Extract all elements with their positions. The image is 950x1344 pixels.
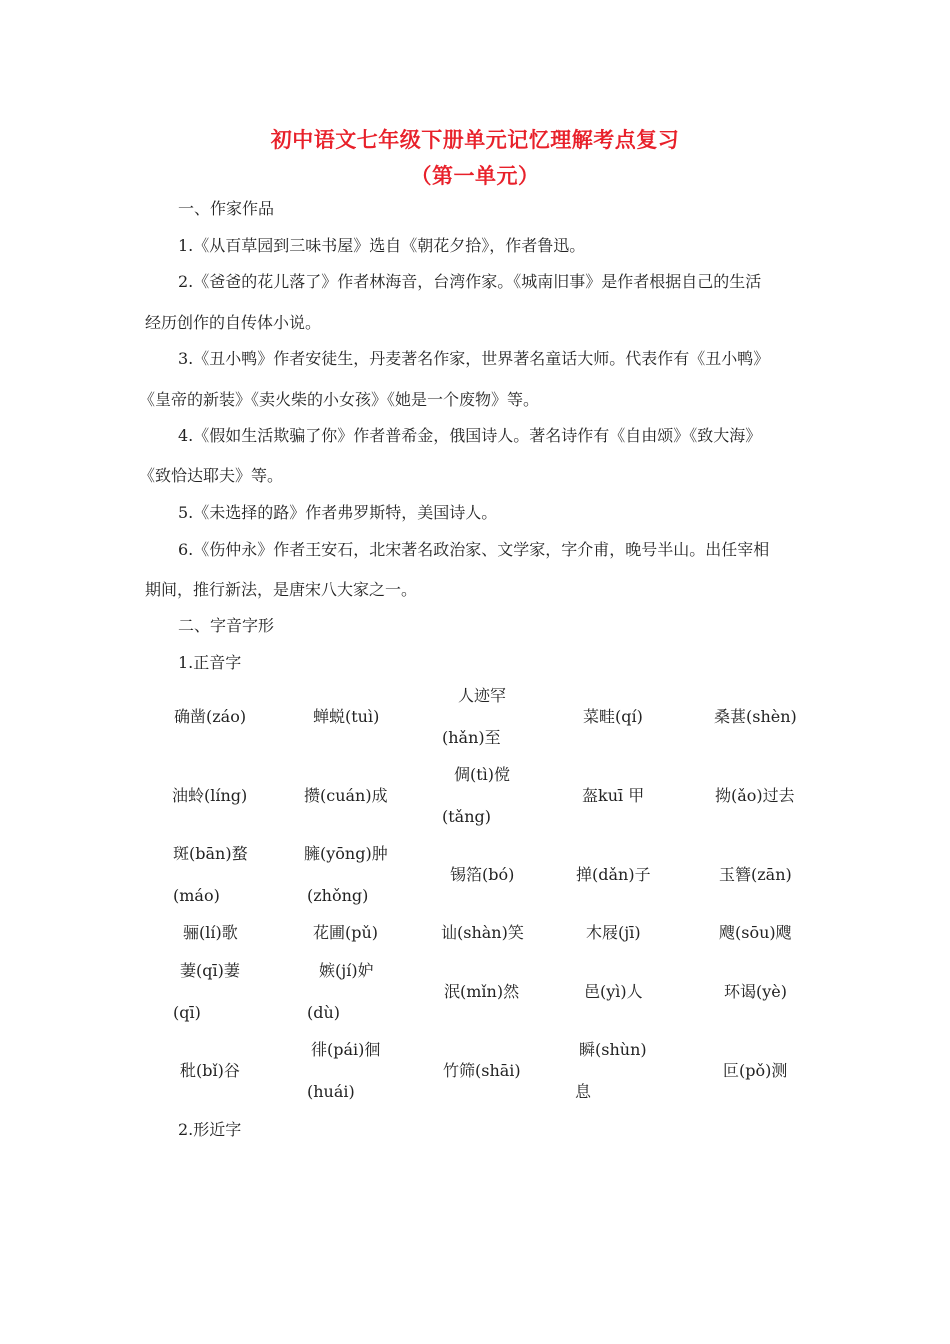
pronunciation-cell: 锡箔(bó): [450, 865, 515, 884]
pronunciation-cell: (dù): [307, 1003, 341, 1022]
pronunciation-cell: 人迹罕: [458, 686, 507, 705]
pronunciation-cell: 桑葚(shèn): [714, 707, 797, 726]
pronunciation-cell: (zhǒng): [307, 886, 369, 905]
pronunciation-cell: 秕(bǐ)谷: [180, 1061, 240, 1080]
author-item-line: 3.《丑小鸭》作者安徒生，丹麦著名作家，世界著名童话大师。代表作有《丑小鸭》: [178, 349, 770, 368]
section-heading-authors: 一、作家作品: [178, 199, 275, 218]
pronunciation-cell: 讪(shàn)笑: [441, 923, 524, 942]
author-item-line: 经历创作的自传体小说。: [145, 313, 322, 332]
pronunciation-cell: (hǎn)至: [442, 728, 501, 747]
author-item-line: 1.《从百草园到三味书屋》选自《朝花夕拾》，作者鲁迅。: [178, 236, 586, 255]
pronunciation-cell: 斑(bān)蝥: [173, 844, 248, 863]
pronunciation-cell: 倜(tì)傥: [454, 765, 511, 784]
pronunciation-cell: 萋(qī)萋: [180, 961, 240, 980]
pronunciation-cell: 叵(pǒ)测: [723, 1061, 788, 1080]
pronunciation-cell: 徘(pái)徊: [311, 1040, 381, 1059]
subheading-correct-pronunciation: 1.正音字: [178, 653, 242, 672]
pronunciation-cell: 油蛉(líng): [172, 786, 248, 805]
pronunciation-cell: 飕(sōu)飕: [719, 923, 792, 942]
pronunciation-cell: 骊(lí)歌: [183, 923, 238, 942]
document-title: 初中语文七年级下册单元记忆理解考点复习: [270, 127, 680, 152]
pronunciation-cell: 环谒(yè): [724, 982, 787, 1001]
pronunciation-cell: 拗(ǎo)过去: [715, 786, 795, 805]
pronunciation-cell: 木屐(jī): [586, 923, 641, 942]
subheading-similar-characters: 2.形近字: [178, 1120, 242, 1139]
pronunciation-cell: 攒(cuán)成: [304, 786, 388, 805]
pronunciation-cell: 菜畦(qí): [583, 707, 643, 726]
pronunciation-cell: 掸(dǎn)子: [576, 865, 651, 884]
pronunciation-cell: (máo): [173, 886, 220, 905]
author-item-line: 4.《假如生活欺骗了你》作者普希金，俄国诗人。著名诗作有《自由颂》《致大海》: [178, 426, 762, 445]
author-item-line: 2.《爸爸的花儿落了》作者林海音，台湾作家。《城南旧事》是作者根据自己的生活: [178, 272, 762, 291]
section-heading-pronunciation: 二、字音字形: [178, 616, 275, 635]
author-item-line: 《致恰达耶夫》等。: [139, 466, 284, 485]
pronunciation-cell: 泯(mǐn)然: [444, 982, 520, 1001]
pronunciation-cell: 息: [575, 1082, 592, 1101]
unit-subtitle: （第一单元）: [410, 163, 540, 188]
pronunciation-cell: 确凿(záo): [174, 707, 247, 726]
pronunciation-cell: 瞬(shùn): [579, 1040, 647, 1059]
pronunciation-cell: 蝉蜕(tuì): [313, 707, 380, 726]
author-item-line: 《皇帝的新装》《卖火柴的小女孩》《她是一个废物》等。: [139, 390, 540, 409]
pronunciation-cell: 盔kuī 甲: [582, 786, 645, 805]
pronunciation-cell: (huái): [307, 1082, 355, 1101]
author-item-line: 5.《未选择的路》作者弗罗斯特，美国诗人。: [178, 503, 498, 522]
pronunciation-cell: 玉簪(zān): [719, 865, 792, 884]
author-item-line: 期间，推行新法，是唐宋八大家之一。: [145, 580, 418, 599]
pronunciation-cell: 嫉(jí)妒: [319, 961, 374, 980]
pronunciation-cell: 邑(yì)人: [584, 982, 643, 1001]
pronunciation-cell: 花圃(pǔ): [313, 923, 379, 942]
pronunciation-cell: 竹筛(shāi): [443, 1061, 521, 1080]
pronunciation-cell: (tǎng): [442, 807, 491, 826]
pronunciation-cell: (qī): [173, 1003, 201, 1022]
author-item-line: 6.《伤仲永》作者王安石，北宋著名政治家、文学家，字介甫，晚号半山。出任宰相: [178, 540, 770, 559]
pronunciation-cell: 臃(yōng)肿: [304, 844, 388, 863]
